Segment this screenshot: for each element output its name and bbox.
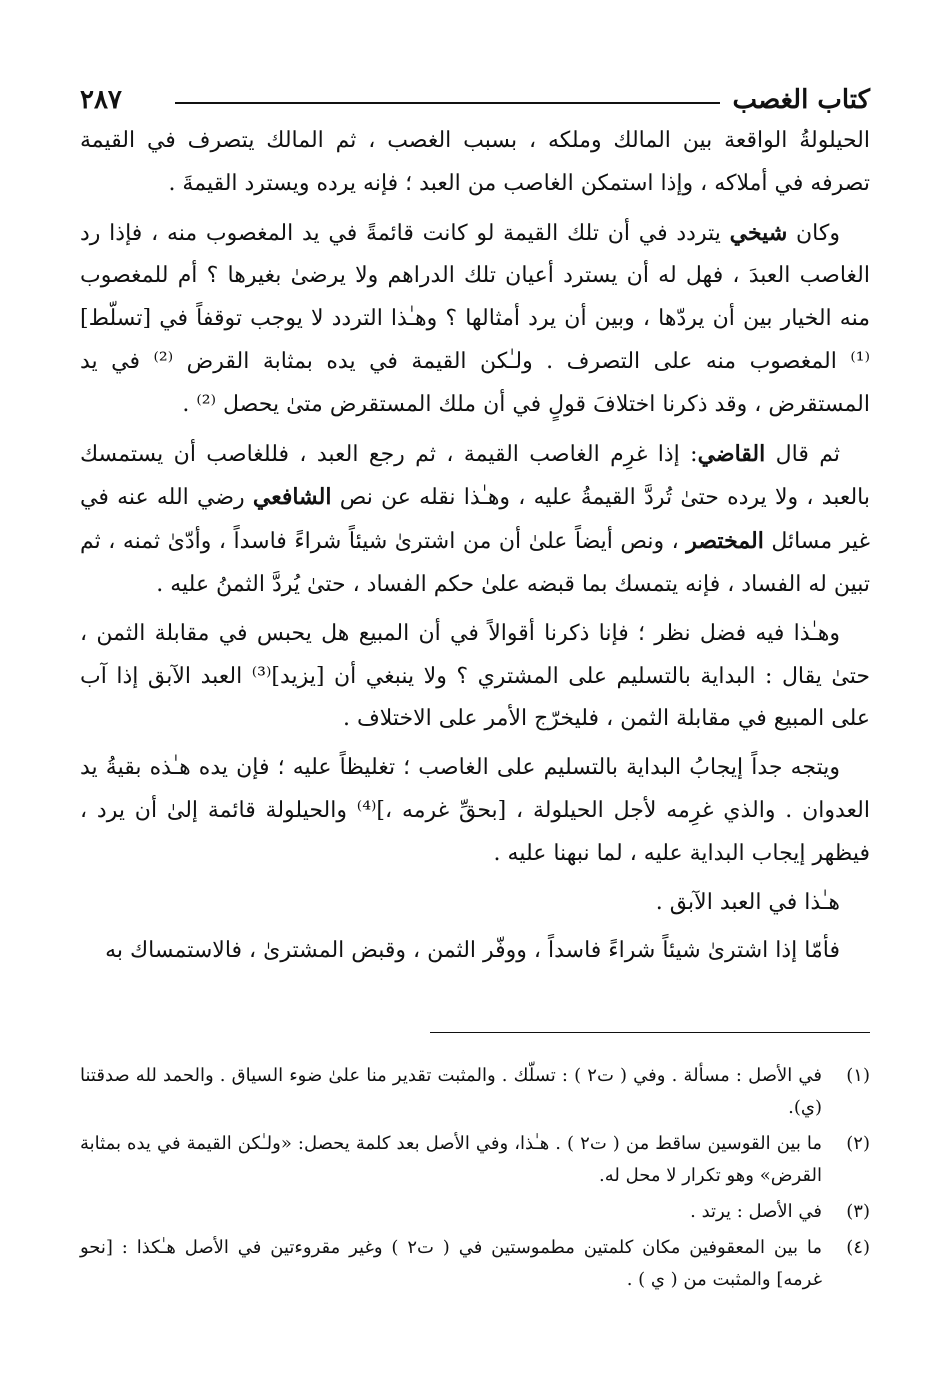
paragraph-3-part-a: ثم قال	[765, 441, 840, 467]
footnote-2-text: ما بين القوسين ساقط من ( ت٢ ) . هـٰذا، وفي الأصل بعد كلمة يحصل: «ولـٰكن القيمة في يده بمثابة القرض» وهو تكرار لا محل له.	[80, 1133, 823, 1186]
name-mukhtasar: المختصر	[686, 528, 764, 555]
paragraph-2-part-a: وكان	[787, 220, 840, 246]
paragraph-7: فأمّا إذا اشترىٰ شيئاً شراءً فاسداً ، ووفّر الثمن ، وقبض المشترىٰ ، فالاستمساك به	[105, 938, 840, 964]
paragraph-5: ويتجه جداً إيجابُ البداية بالتسليم على الغاصب ؛ تغليظاً عليه ؛ فإن يده هـٰذه بقيةُ يد العدوان . والذي غرِمه لأجل الحيلولة ، [بحقِّ غرمه ،]⁽⁴⁾ والحيلولة قائمة إلىٰ أن يرد ، فيظهر إيجاب البداية عليه ، لما نبهنا عليه .	[80, 755, 870, 866]
footnote-2-number: (٢)	[846, 1133, 870, 1154]
footnote-1-number: (١)	[846, 1065, 870, 1086]
footnote-1	[80, 1060, 870, 1124]
paragraph-1: الحيلولةُ الواقعة بين المالك وملكه ، بسبب الغصب ، ثم المالك يتصرف في القيمة تصرفه في أملاكه ، وإذا استمكن الغاصب من العبد ؛ فإنه يرده ويسترد القيمةَ .	[80, 128, 870, 196]
page-number: ٢٨٧	[80, 85, 122, 115]
footnote-3	[80, 1196, 870, 1228]
header-rule	[175, 102, 720, 104]
name-shafii: الشافعي	[252, 484, 332, 511]
footnote-separator	[430, 1032, 870, 1033]
page-header	[80, 80, 870, 120]
chapter-title: كتاب الغصب	[732, 85, 870, 115]
paragraph-2	[80, 212, 870, 427]
main-text	[80, 120, 870, 979]
footnote-4-text: ما بين المعقوفين مكان كلمتين مطموستين في ( ت٢ ) وغير مقروءتين في الأصل هـٰكذا : [نحو غرمه] والمثبت من ( ي ) .	[80, 1237, 822, 1290]
footnote-4-number: (٤)	[846, 1237, 870, 1258]
paragraph-4: وهـٰذا فيه فضل نظر ؛ فإنا ذكرنا أقوالاً في أن المبيع هل يحبس في مقابلة الثمن ، حتىٰ يقال : البداية بالتسليم على المشتري ؟ ولا ينبغي أن [يزيد]⁽³⁾ العبد الآبق إذا آب على المبيع في مقابلة الثمن ، فليخرّج الأمر على الاختلاف .	[80, 620, 870, 732]
footnote-3-text: في الأصل : يرتد .	[690, 1201, 822, 1222]
paragraph-2-part-c: يتردد في أن تلك القيمة لو كانت قائمةً في يد المغصوب منه ، فإذا رد الغاصب العبدَ ، فهل له أن يسترد أعيان تلك الدراهم ولا يرضىٰ بغيرها ؟ أم للمغصوب منه الخيار بين أن يردّها ، وبين أن يرد أمثالها ؟ وهـٰذا التردد لا يوجب توقفاً في [تسلّط]⁽¹⁾ المغصوب منه على التصرف . ولـٰكن القيمة في يده بمثابة القرض ⁽²⁾ في يد المستقرض ، وقد ذكرنا اختلافَ قولٍ في أن ملك المستقرض متىٰ يحصل ⁽²⁾ .	[80, 220, 871, 417]
footnote-1-text: في الأصل : مسألة . وفي ( ت٢ ) : تسلّك . والمثبت تقدير منا علىٰ ضوء السياق . والحمد لله صدقتنا (ي).	[80, 1065, 822, 1118]
paragraph-6: هـٰذا في العبد الآبق .	[655, 889, 840, 915]
paragraph-3-part-g: ، ونص أيضاً علىٰ أن من اشترىٰ شيئاً شراءً فاسداً ، وأدّىٰ ثمنه ، ثم تبين له الفساد ، فإنه يتمسك بما قبضه علىٰ حكم الفساد ، حتىٰ يُردَّ الثمنُ عليه .	[80, 529, 870, 597]
footnote-2	[80, 1128, 870, 1192]
paragraph-3	[80, 433, 870, 607]
paragraph-3-part-c: : إذا غرِم الغاصب القيمة ، ثم رجع العبد ، فللغاصب أن يستمسك بالعبد ، ولا يرده حتىٰ تُردَّ القيمةُ عليه ، وهـٰذا نقله عن نص	[80, 441, 871, 511]
name-qadi: القاضي	[697, 440, 766, 467]
footnote-4	[80, 1232, 870, 1296]
footnote-3-number: (٣)	[846, 1201, 870, 1222]
name-shaykhi: شيخي	[729, 219, 788, 246]
footnotes	[80, 1060, 870, 1300]
paragraph-3-part-e: رضي الله عنه في غير مسائل	[80, 485, 870, 555]
